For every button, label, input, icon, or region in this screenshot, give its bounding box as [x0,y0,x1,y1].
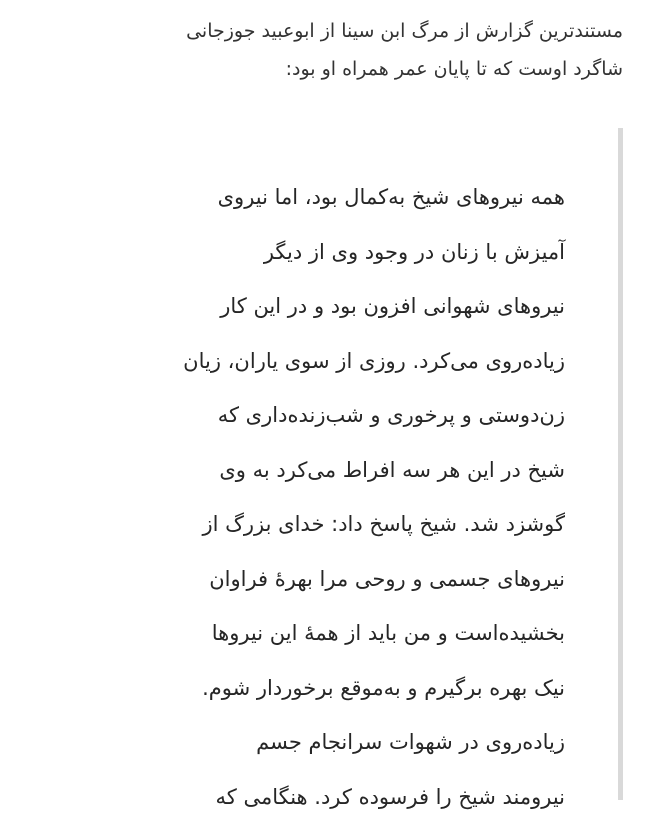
quote-line: نیرومند شیخ را فرسوده کرد. هنگامی که [45,770,565,824]
quote-line: آمیزش با زنان در وجود وی از دیگر [45,225,565,280]
quote-line: زیاده‌روی می‌کرد. روزی از سوی یاران، زیان [45,334,565,389]
intro-line: شاگرد اوست که تا پایان عمر همراه او بود: [23,50,623,88]
blockquote-bar [618,128,623,800]
quote-line: گوشزد شد. شیخ پاسخ داد: خدای بزرگ از [45,497,565,552]
quote-line: نیروهای شهوانی افزون بود و در این کار [45,279,565,334]
quote-line: نیروهای جسمی و روحی مرا بهرهٔ فراوان [45,552,565,607]
quote-line: همه نیروهای شیخ به‌کمال بود، اما نیروی [45,170,565,225]
blockquote [45,170,565,824]
intro-paragraph [23,12,623,88]
quote-line: نیک بهره برگیرم و به‌موقع برخوردار شوم. [45,661,565,716]
quote-line: زیاده‌روی در شهوات سرانجام جسم [45,715,565,770]
intro-line: مستندترین گزارش از مرگ ابن سینا از ابوعبید جوزجانی [23,12,623,50]
quote-line: زن‌دوستی و پرخوری و شب‌زنده‌داری که [45,388,565,443]
quote-line: بخشیده‌است و من باید از همهٔ این نیروها [45,606,565,661]
quote-line: شیخ در این هر سه افراط می‌کرد به وی [45,443,565,498]
